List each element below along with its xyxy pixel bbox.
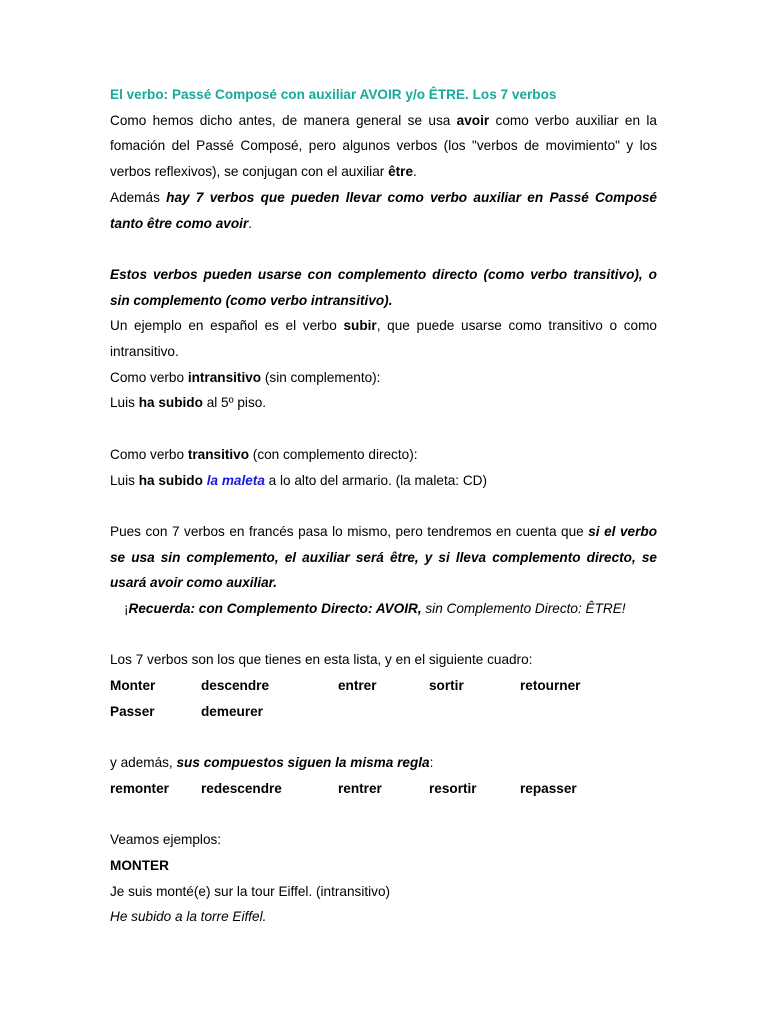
- pues-emphasis: si el verbo se usa sin complemento, el auxiliar será être, y si lleva complemento directo, se usará avoir como auxiliar.: [110, 523, 657, 591]
- document-body: [110, 82, 657, 930]
- pues-text: Pues con 7 verbos en francés pasa lo mismo, pero tendremos en cuenta que: [110, 523, 589, 539]
- intro-text-2: como verbo auxiliar en la fomación del Passé Composé, pero algunos verbos (los "verbos de movimiento" y los verbos reflexivos), se conjugan con el auxiliar: [110, 112, 657, 180]
- estos-paragraph: [110, 262, 657, 313]
- spacer: [110, 493, 657, 519]
- ademas-text: Además: [110, 189, 167, 205]
- spacer: [110, 416, 657, 442]
- verb-item: demeurer: [201, 703, 263, 719]
- intro-paragraph: [110, 108, 657, 185]
- verbs-row-1: [110, 673, 657, 699]
- luis-example-1: [110, 390, 657, 416]
- recuerda-line: [110, 596, 657, 622]
- verb-item: sortir: [429, 678, 464, 694]
- compound-item: repasser: [520, 780, 577, 796]
- spacer: [110, 802, 657, 828]
- la-maleta-highlight: la maleta: [206, 472, 265, 488]
- compound-item: resortir: [429, 780, 477, 796]
- trans-text: Como verbo: [110, 446, 188, 462]
- ejemplo-text-2: , que puede usarse como transitivo o como intransitivo.: [110, 318, 657, 360]
- intransitivo-line: [110, 365, 657, 391]
- verb-item: Monter: [110, 678, 156, 694]
- transitivo-line: [110, 442, 657, 468]
- trans-text-2: (con complemento directo):: [249, 446, 418, 462]
- lista-intro: Los 7 verbos son los que tienes en esta lista, y en el siguiente cuadro:: [110, 652, 533, 668]
- intransitivo-term: intransitivo: [187, 369, 262, 385]
- compound-item: remonter: [110, 780, 169, 796]
- luis1-text: Luis: [110, 395, 139, 411]
- compound-item: redescendre: [201, 780, 282, 796]
- ademas-end: .: [248, 215, 253, 231]
- monter-heading: MONTER: [110, 858, 169, 873]
- page-title: El verbo: Passé Composé con auxiliar AVOIR y/o ÊTRE. Los 7 verbos: [110, 87, 557, 102]
- avoir-term: avoir: [456, 112, 490, 128]
- intro-text-3: .: [413, 164, 417, 180]
- ademas-emphasis: hay 7 verbos que pueden llevar como verbo auxiliar en Passé Composé tanto être como avoir: [110, 189, 657, 231]
- compound-item: rentrer: [338, 780, 382, 796]
- subir-term: subir: [343, 318, 377, 334]
- luis2-text: Luis: [110, 472, 139, 488]
- spacer: [110, 622, 657, 648]
- luis2-text-2: a lo alto del armario. (la maleta: CD): [264, 472, 488, 488]
- intro-text: Como hemos dicho antes, de manera general se usa: [110, 112, 457, 128]
- verb-item: entrer: [338, 678, 377, 694]
- spacer: [110, 725, 657, 751]
- compuestos-emphasis: sus compuestos siguen la misma regla: [176, 755, 430, 771]
- pues-paragraph: [110, 519, 657, 596]
- compuestos-line: [110, 750, 657, 776]
- estos-text: Estos verbos pueden usarse con complemento directo (como verbo transitivo), o sin complemento (como verbo intransitivo).: [110, 266, 657, 308]
- verb-item: descendre: [201, 678, 270, 694]
- luis2-verb: ha subido: [138, 472, 203, 488]
- veamos-line: Veamos ejemplos:: [110, 832, 222, 848]
- verb-item: Passer: [110, 703, 155, 719]
- transitivo-term: transitivo: [187, 446, 250, 462]
- monter-spanish-translation: He subido a la torre Eiffel.: [110, 909, 267, 925]
- luis1-text-2: al 5º piso.: [202, 395, 267, 411]
- intrans-text: Como verbo: [110, 369, 188, 385]
- ejemplo-paragraph: [110, 313, 657, 364]
- monter-french-example: Je suis monté(e) sur la tour Eiffel. (intransitivo): [110, 883, 391, 899]
- verbs-row-2: [110, 699, 657, 725]
- compuestos-text: y además,: [110, 755, 177, 771]
- recuerda-text: sin Complemento Directo: ÊTRE!: [421, 601, 626, 617]
- verb-item: retourner: [520, 678, 581, 694]
- ejemplo-text: Un ejemplo en español es el verbo: [110, 318, 344, 334]
- recuerda-emphasis: Recuerda: con Complemento Directo: AVOIR,: [128, 601, 422, 617]
- spacer: [110, 236, 657, 262]
- compounds-row: [110, 776, 657, 802]
- ademas-paragraph: [110, 185, 657, 236]
- luis1-verb: ha subido: [138, 395, 203, 411]
- luis-example-2: [110, 468, 657, 494]
- etre-term: être: [388, 164, 413, 180]
- compuestos-end: :: [429, 755, 434, 771]
- intrans-text-2: (sin complemento):: [261, 369, 381, 385]
- recuerda-mark: ¡: [124, 601, 129, 617]
